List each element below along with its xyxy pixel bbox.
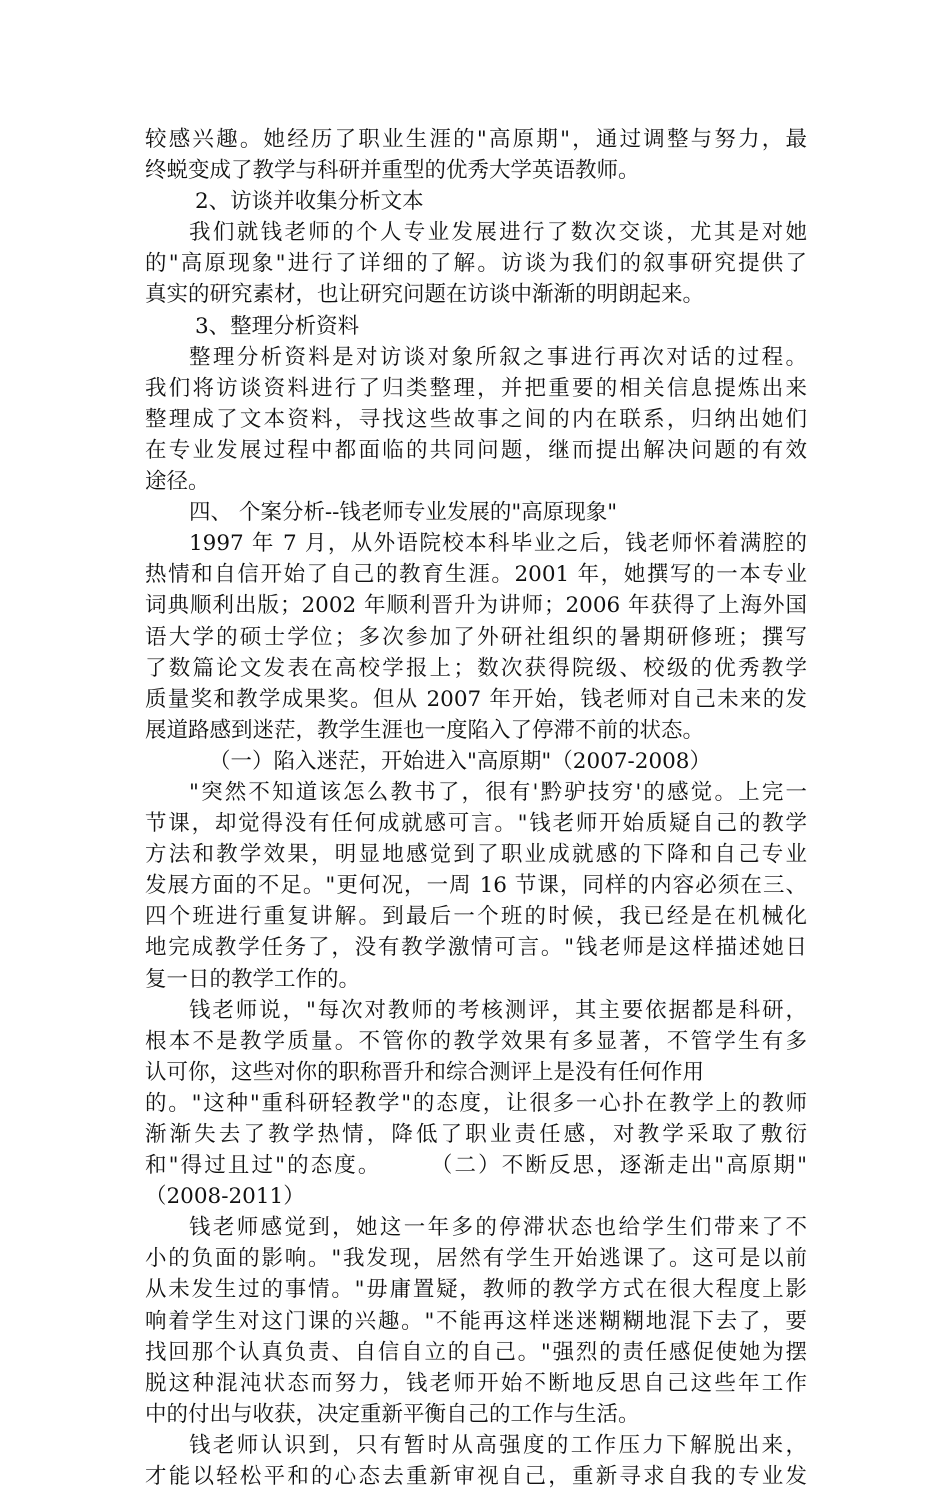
text-line: 认可你，这些对你的职称晋升和综合测评上是没有任何作用 [145,1059,705,1085]
text-line: 较感兴趣。她经历了职业生涯的"高原期"，通过调整与努力，最 [145,127,807,152]
text-line: 和"得过且过"的态度。 （二）不断反思，逐渐走出"高原期" [145,1153,807,1179]
text-line: 四个班进行重复讲解。到最后一个班的时候，我已经是在机械化 [145,904,807,930]
text-line: 整理成了文本资料，寻找这些故事之间的内在联系，归纳出她们 [145,406,807,432]
text-line: 终蜕变成了教学与科研并重型的优秀大学英语教师。 [145,158,640,184]
text-line: 语大学的硕士学位；多次参加了外研社组织的暑期研修班；撰写 [145,624,807,650]
text-line: 渐渐失去了教学热情，降低了职业责任感，对教学采取了敷衍 [145,1122,807,1147]
text-line: 3、整理分析资料 [195,313,360,339]
text-line: 钱老师感觉到，她这一年多的停滞状态也给学生们带来了不 [189,1215,807,1241]
text-line: 展道路感到迷茫，教学生涯也一度陷入了停滞不前的状态。 [145,717,705,743]
text-line: （2008-2011） [145,1184,305,1210]
text-line: 找回那个认真负责、自信自立的自己。"强烈的责任感促使她为摆 [145,1339,807,1365]
text-line: 响着学生对这门课的兴趣。"不能再这样迷迷糊糊地混下去了，要 [145,1308,807,1334]
text-line: 钱老师认识到，只有暂时从高强度的工作压力下解脱出来， [189,1432,807,1458]
text-line: 在专业发展过程中都面临的共同问题，继而提出解决问题的有效 [145,437,807,463]
text-line: 脱这种混沌状态而努力，钱老师开始不断地反思自己这些年工作 [145,1370,807,1396]
text-line: 词典顺利出版；2002 年顺利晋升为讲师；2006 年获得了上海外国 [145,593,807,619]
text-line: 方法和教学效果，明显地感觉到了职业成就感的下降和自己专业 [145,842,807,868]
text-line: 了数篇论文发表在高校学报上；数次获得院级、校级的优秀教学 [145,655,807,681]
text-line: 整理分析资料是对访谈对象所叙之事进行再次对话的过程。 [189,344,807,370]
text-line: 途径。 [145,469,210,495]
text-line: 质量奖和教学成果奖。但从 2007 年开始，钱老师对自己未来的发 [145,686,807,712]
text-line: "突然不知道该怎么教书了，很有'黔驴技穷'的感觉。上完一 [189,779,807,805]
text-line: 2、访谈并收集分析文本 [195,189,424,215]
document-body-text [145,124,807,1492]
text-line: 根本不是教学质量。不管你的教学效果有多显著，不管学生有多 [145,1028,807,1054]
text-line: 钱老师说，"每次对教师的考核测评，其主要依据都是科研， [189,997,807,1023]
text-line: 复一日的教学工作的。 [145,966,361,992]
text-line: 我们就钱老师的个人专业发展进行了数次交谈，尤其是对她 [189,220,807,246]
text-line: 的"高原现象"进行了详细的了解。访谈为我们的叙事研究提供了 [145,251,807,277]
text-line: 从未发生过的事情。"毋庸置疑，教师的教学方式在很大程度上影 [145,1277,807,1303]
text-line: 节课，却觉得没有任何成就感可言。"钱老师开始质疑自己的教学 [145,811,807,837]
text-line: 的。"这种"重科研轻教学"的态度，让很多一心扑在教学上的教师 [145,1090,807,1116]
text-line: 热情和自信开始了自己的教育生涯。2001 年，她撰写的一本专业 [145,562,807,588]
text-line: 四、 个案分析--钱老师专业发展的"高原现象" [189,500,618,526]
text-line: 1997 年 7 月，从外语院校本科毕业之后，钱老师怀着满腔的 [189,531,807,557]
text-line: 地完成教学任务了，没有教学激情可言。"钱老师是这样描述她日 [145,935,807,961]
text-line: （一）陷入迷茫，开始进入"高原期"（2007-2008） [209,748,711,774]
text-line: 才能以轻松平和的心态去重新审视自己，重新寻求自我的专业发 [145,1464,807,1490]
text-line: 小的负面的影响。"我发现，居然有学生开始逃课了。这可是以前 [145,1246,807,1272]
text-line: 我们将访谈资料进行了归类整理，并把重要的相关信息提炼出来 [145,375,807,401]
text-line: 中的付出与收获，决定重新平衡自己的工作与生活。 [145,1401,640,1427]
text-line: 真实的研究素材，也让研究问题在访谈中渐渐的明朗起来。 [145,282,705,308]
text-line: 发展方面的不足。"更何况，一周 16 节课，同样的内容必须在三、 [145,873,807,899]
